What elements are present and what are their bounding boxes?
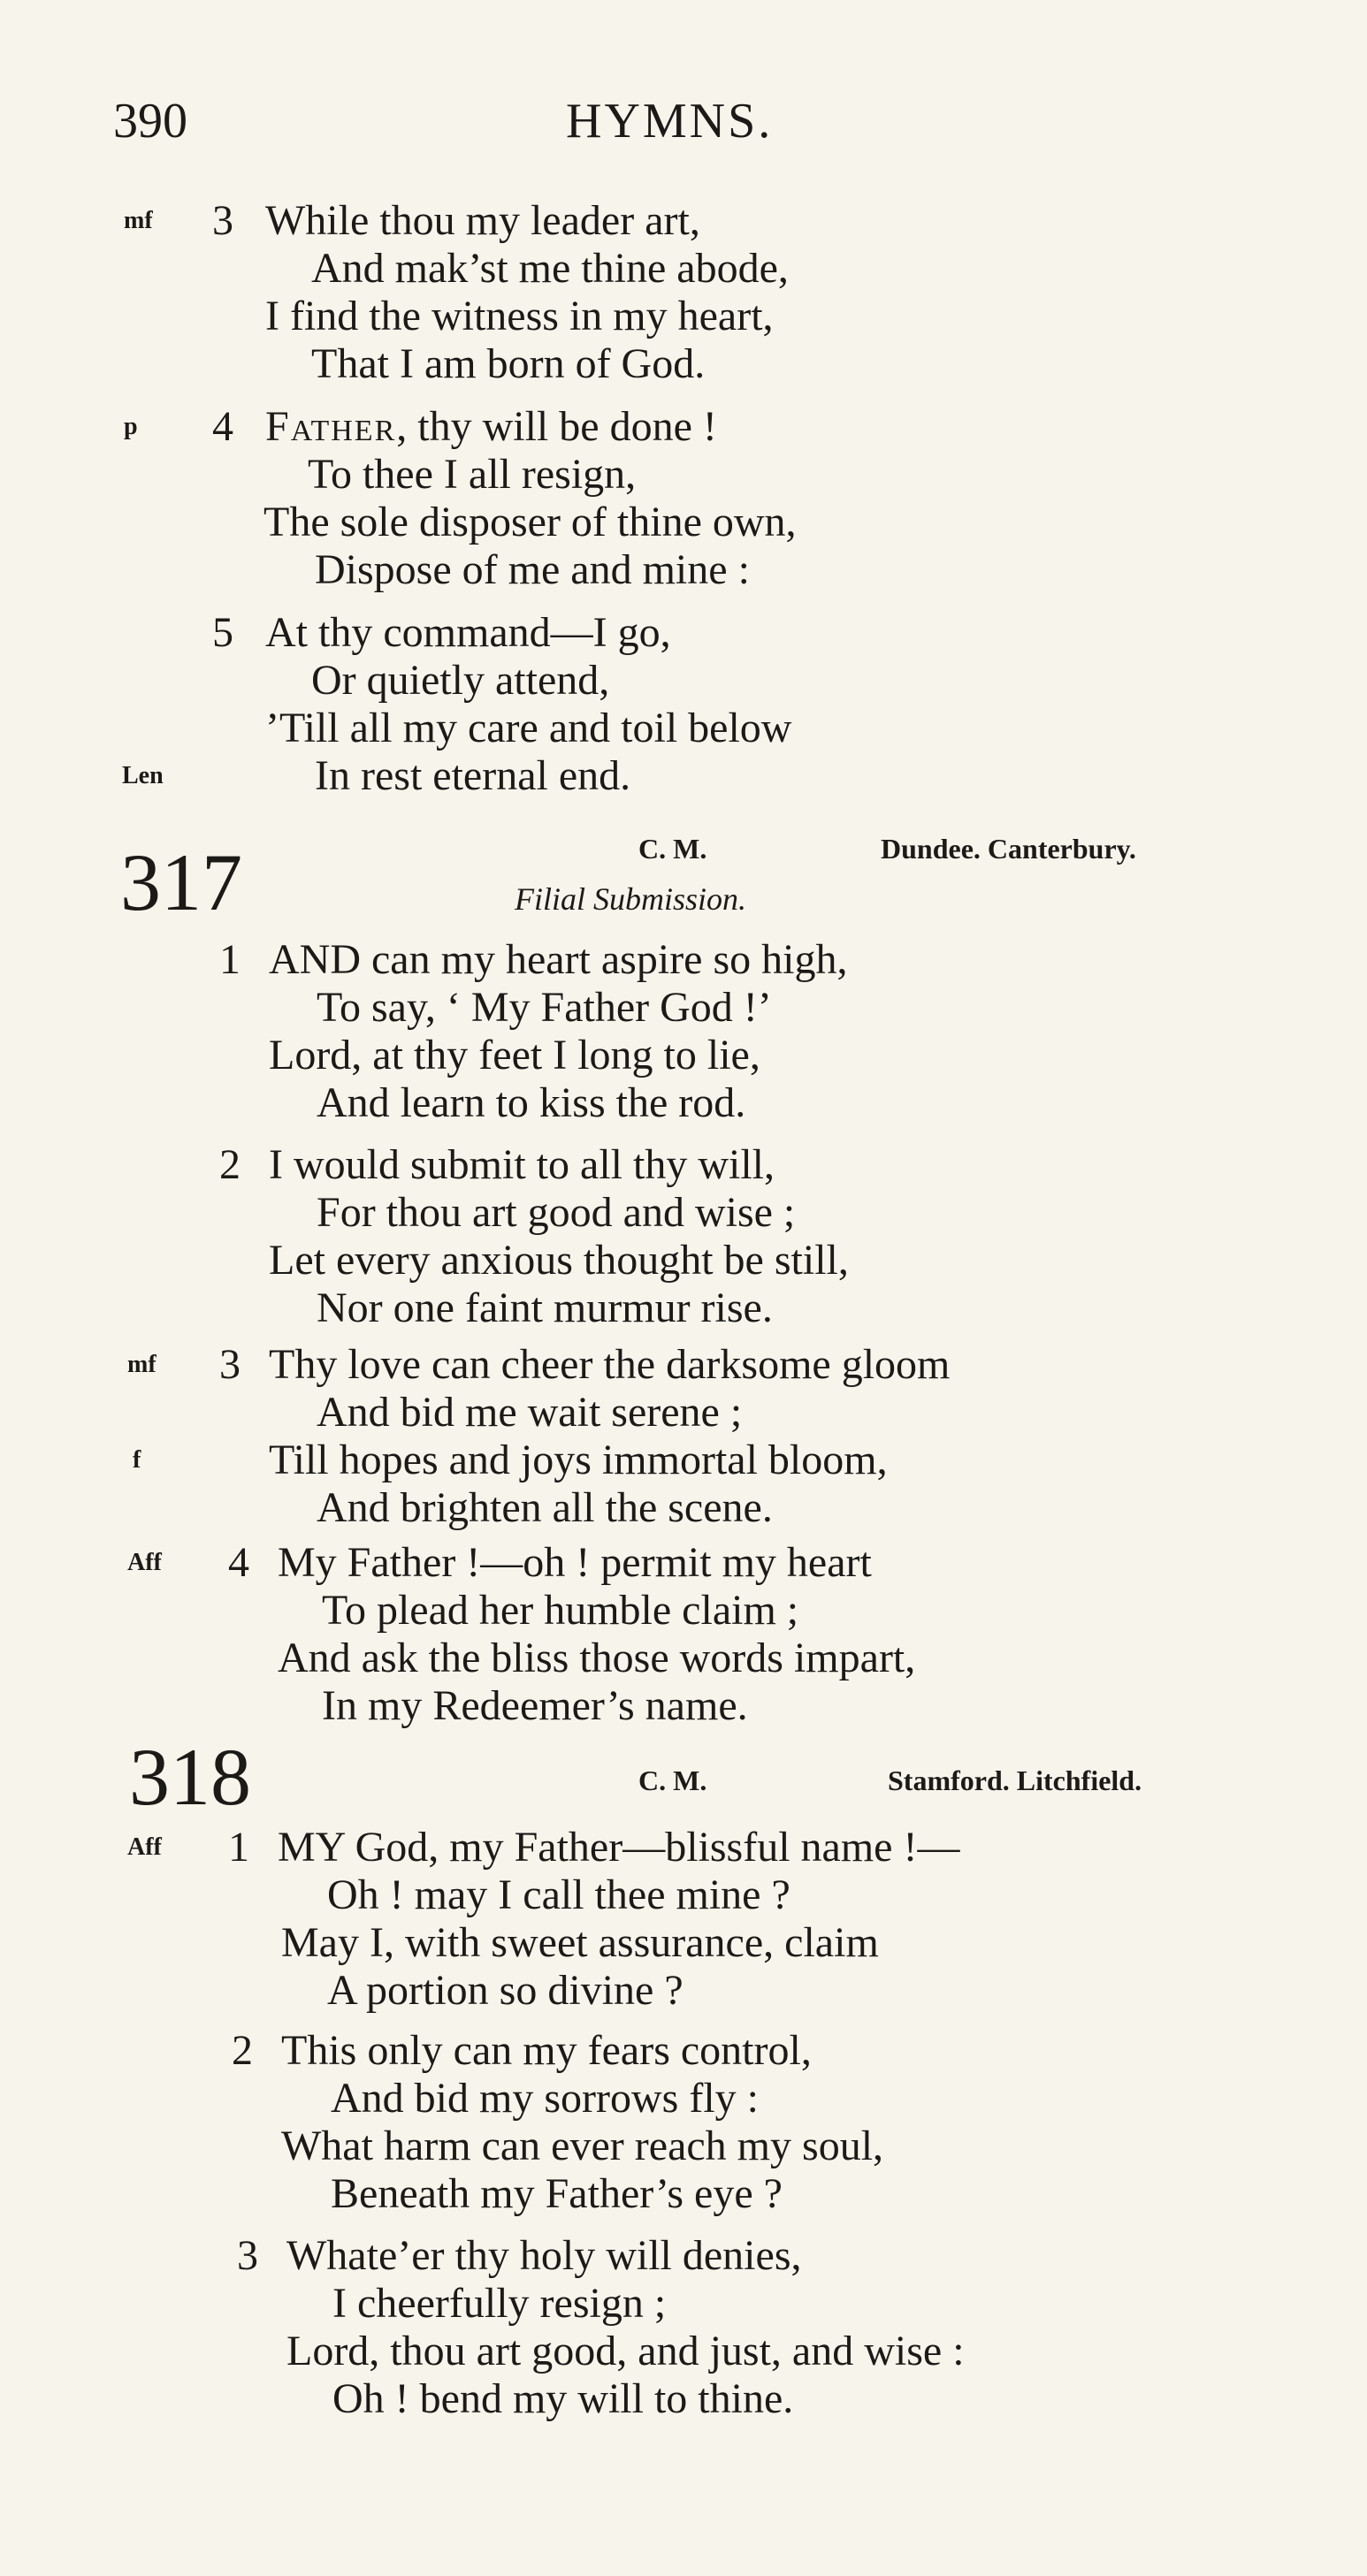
hymn-line: Or quietly attend, [311,657,610,704]
hymn-line: ’Till all my care and toil below [265,705,792,751]
hymn-line: At thy command—I go, [265,609,671,656]
hymn-line: Thy love can cheer the darksome gloom [269,1341,951,1388]
tune-names: Stamford. Litchfield. [888,1764,1142,1796]
dynamic-mark: mf [124,207,153,234]
hymn-line: To plead her humble claim ; [322,1587,799,1634]
hymn-line: To thee I all resign, [308,451,637,498]
hymn-line: Oh ! may I call thee mine ? [327,1871,790,1918]
hymn-subtitle: Filial Submission. [515,881,747,917]
hymn-line: Lord, thou art good, and just, and wise : [286,2328,965,2374]
verse-number: 2 [219,1141,241,1188]
hymn-line: A portion so divine ? [327,1967,684,2014]
hymn-line: And bid my sorrows fly : [331,2075,759,2122]
hymn-line: Lord, at thy feet I long to lie, [269,1032,760,1078]
hymn-line: And brighten all the scene. [317,1484,773,1531]
dynamic-mark: mf [127,1351,157,1378]
running-title: HYMNS. [566,94,774,149]
hymn-line: My Father !—oh ! permit my heart [278,1539,872,1586]
hymn-line: May I, with sweet assurance, claim [281,1919,879,1966]
hymn-line: Dispose of me and mine : [315,546,750,593]
dynamic-mark: Len [122,762,164,789]
hymn-line: Let every anxious thought be still, [269,1237,849,1284]
hymn-line: I cheerfully resign ; [332,2280,667,2327]
hymn-line: Whate’er thy holy will denies, [286,2232,802,2279]
hymn-line: For thou art good and wise ; [317,1189,796,1236]
hymn-line: In my Redeemer’s name. [322,1682,748,1729]
hymn-line: That I am born of God. [311,340,706,387]
hymn-line: Oh ! bend my will to thine. [332,2375,794,2422]
dynamic-mark: Aff [127,1549,162,1576]
verse-number: 4 [212,403,233,450]
hymn-line: This only can my fears control, [281,2027,812,2074]
dynamic-mark: p [124,413,138,440]
verse-number: 5 [212,609,233,656]
hymn-line: To say, ‘ My Father God !’ [317,984,772,1031]
hymn-number: 317 [120,837,242,927]
tune-names: Dundee. Canterbury. [881,833,1136,865]
hymn-line [265,402,717,452]
hymn-line: And learn to kiss the rod. [317,1079,746,1126]
hymn-line: AND can my heart aspire so high, [269,936,848,983]
verse-number: 1 [228,1824,249,1871]
hymn-line: And mak’st me thine abode, [311,245,789,292]
verse-number: 2 [232,2027,253,2074]
meter: C. M. [638,1764,707,1796]
hymn-line: And bid me wait serene ; [317,1389,743,1436]
hymn-line: MY God, my Father—blissful name !— [278,1824,960,1871]
line-rest: , thy will be done ! [396,403,717,450]
hymn-line: Nor one faint murmur rise. [317,1284,773,1331]
hymn-line: I would submit to all thy will, [269,1141,775,1188]
page-header [113,93,1263,155]
hymn-number: 318 [129,1732,251,1822]
verse-number: 3 [212,197,233,244]
hymn-line: Beneath my Father’s eye ? [331,2170,783,2217]
verse-number: 3 [237,2232,258,2279]
hymn-line: What harm can ever reach my soul, [281,2123,884,2169]
hymn-line: Till hopes and joys immortal bloom, [269,1437,888,1483]
hymn-line: While thou my leader art, [265,197,700,244]
page-number: 390 [113,94,187,149]
verse-number: 3 [219,1341,241,1388]
meter: C. M. [638,833,707,865]
verse-number: 4 [228,1539,249,1586]
hymn-line: The sole disposer of thine own, [263,499,797,545]
hymn-line: In rest eternal end. [315,752,631,799]
hymn-line: And ask the bliss those words impart, [278,1635,916,1681]
dynamic-mark: Aff [127,1833,162,1861]
hymn-line: I find the witness in my heart, [265,293,774,339]
verse-number: 1 [219,936,241,983]
dynamic-mark: f [133,1446,141,1474]
first-word: Father [265,403,397,450]
